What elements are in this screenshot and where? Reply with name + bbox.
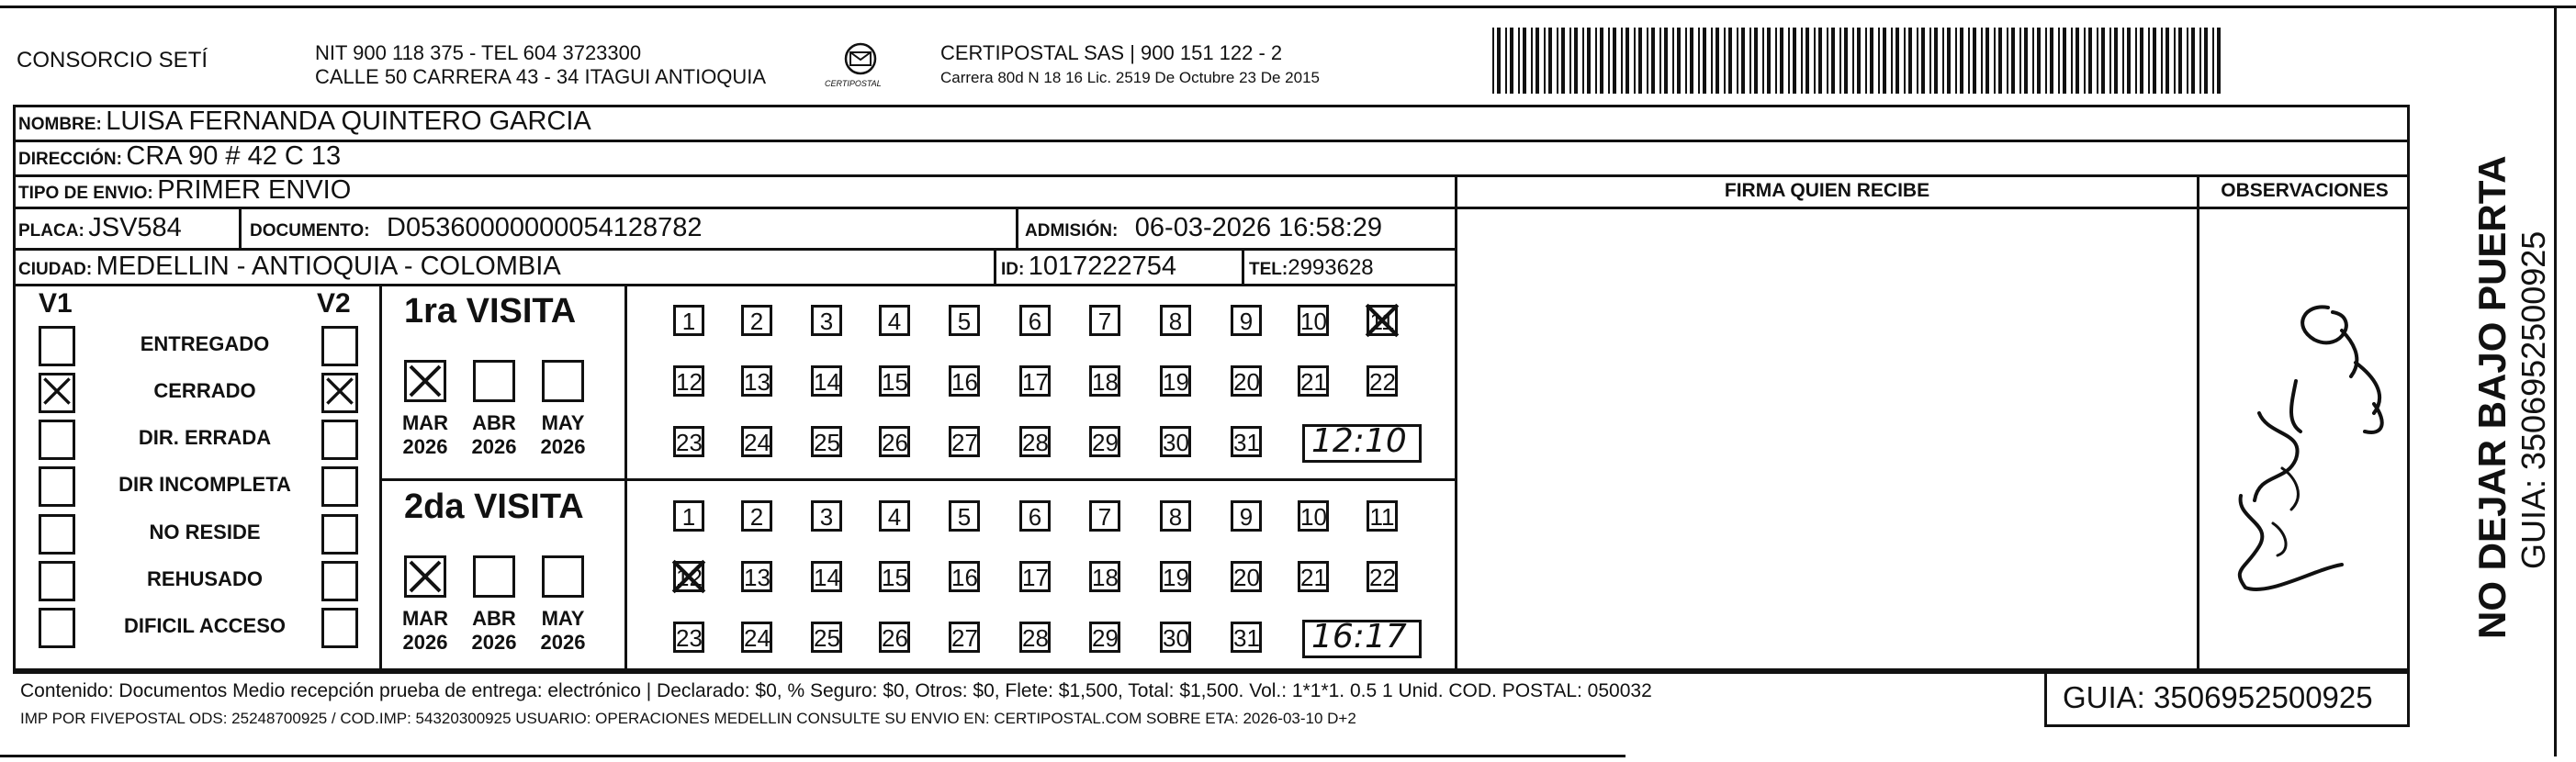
month-checkbox[interactable] [473,555,515,598]
direccion-value: CRA 90 # 42 C 13 [126,141,342,171]
barcode [1492,28,2222,94]
day-box[interactable]: 15 [879,561,910,592]
barcode-bar [1870,28,1873,94]
guia-box-text: GUIA: 3506952500925 [2063,680,2373,714]
barcode-bar [2071,28,2073,94]
barcode-bar [2153,28,2156,94]
month-name: MAR [401,607,449,630]
day-box[interactable]: 6 [1019,305,1051,336]
month-label [535,607,591,655]
month-year: 2026 [471,435,517,458]
placa-label: PLACA: [18,221,84,241]
day-box[interactable]: 31 [1231,426,1262,457]
barcode-bar [2127,28,2131,94]
barcode-bar [1883,28,1886,94]
month-name: MAR [401,411,449,434]
footer-contenido: Contenido: Documentos Medio recepción prueba de entrega: electrónico | Declarado: $0, % Seguro: $0, Otros: $0, Flete: $1,500, Total: $1,500. Vol.: 1*1*1. 0.5 1 Unid. COD. POSTAL: 050032 [20,680,1652,701]
barcode-bar [1737,28,1738,94]
day-box[interactable]: 14 [811,365,842,397]
day-check-mark [669,557,708,596]
barcode-bar [2058,28,2060,94]
barcode-bar [1724,28,1726,94]
barcode-bar [1651,28,1655,94]
month-year: 2026 [540,435,586,458]
barcode-bar [1839,28,1841,94]
status-label: REHUSADO [147,567,263,590]
day-box[interactable]: 6 [1019,500,1051,532]
barcode-bar [1621,28,1623,94]
barcode-bar [1793,28,1796,94]
barcode-bar [2011,28,2015,94]
day-box[interactable]: 1 [673,500,704,532]
barcode-bar [1698,28,1700,94]
day-box[interactable]: 20 [1231,365,1262,397]
day-box[interactable]: 18 [1089,561,1120,592]
barcode-bar [2174,28,2176,94]
day-box[interactable]: 30 [1160,622,1191,653]
v1-checkbox[interactable] [39,420,75,460]
v2-checkbox[interactable] [321,373,358,413]
barcode-bar [2178,28,2182,94]
barcode-bar [1711,28,1713,94]
day-box[interactable]: 7 [1089,500,1120,532]
barcode-bar [2075,28,2079,94]
day-box[interactable]: 31 [1231,622,1262,653]
day-box[interactable]: 14 [811,561,842,592]
visits-row-sep [379,478,1456,481]
placa-value: JSV584 [88,213,182,242]
col-id-sep [994,248,996,285]
barcode-bar [1595,28,1597,94]
barcode-bar [1741,28,1745,94]
month-year: 2026 [540,631,586,654]
barcode-bar [1647,28,1648,94]
barcode-bar [1934,28,1938,94]
row-line-5 [13,284,1457,286]
day-box[interactable]: 17 [1019,561,1051,592]
barcode-bar [1878,28,1880,94]
barcode-bar [1973,28,1976,94]
month-year: 2026 [471,631,517,654]
v2-checkbox[interactable] [321,420,358,460]
barcode-bar [1775,28,1777,94]
barcode-bar [1788,28,1790,94]
barcode-bar [1917,28,1918,94]
v1-label: V1 [39,288,73,319]
day-box[interactable]: 2 [741,500,772,532]
barcode-bar [1690,28,1693,94]
v1-checkbox[interactable] [39,561,75,601]
day-box[interactable]: 19 [1160,561,1191,592]
month-checkbox[interactable] [404,360,446,402]
barcode-bar [1929,28,1931,94]
day-box[interactable]: 23 [673,622,704,653]
col-status-sep [379,284,382,669]
barcode-bar [2019,28,2021,94]
v2-checkbox[interactable] [321,326,358,366]
barcode-bar [2032,28,2034,94]
barcode-bar [2140,28,2143,94]
day-box[interactable]: 12 [673,365,704,397]
v1-checkbox[interactable] [39,326,75,366]
logo-text: CERTIPOSTAL [825,79,882,88]
col-placa-sep [239,209,242,250]
barcode-bar [2165,28,2169,94]
firma-header: FIRMA QUIEN RECIBE [1724,180,1930,201]
barcode-bar [1985,28,1989,94]
barcode-bar [1805,28,1809,94]
barcode-bar [2135,28,2137,94]
col-months-sep [624,284,627,669]
month-year: 2026 [402,435,448,458]
day-box[interactable]: 5 [949,305,980,336]
barcode-bar [1608,28,1610,94]
barcode-bar [1582,28,1584,94]
barcode-bar [1535,28,1539,94]
address-line: CALLE 50 CARRERA 43 - 34 ITAGUI ANTIOQUIA [315,65,767,88]
day-box[interactable]: 3 [811,500,842,532]
barcode-bar [2007,28,2008,94]
barcode-bar [1767,28,1771,94]
month-label [535,411,591,459]
barcode-bar [1921,28,1925,94]
day-box[interactable]: 23 [673,426,704,457]
barcode-bar [1754,28,1758,94]
barcode-bar [1600,28,1603,94]
month-name: MAY [541,411,585,434]
signature-drawing [2204,275,2402,606]
barcode-bar [1960,28,1963,94]
x-mark-icon [324,375,355,407]
nombre-value: LUISA FERNANDA QUINTERO GARCIA [106,106,591,136]
barcode-bar [1544,28,1546,94]
barcode-bar [1801,28,1803,94]
day-box[interactable]: 2 [741,305,772,336]
direccion-row [18,141,341,172]
barcode-bar [1492,28,1494,94]
day-box[interactable]: 24 [741,622,772,653]
barcode-bar [1955,28,1957,94]
col-obs-left [2197,174,2199,670]
barcode-bar [2199,28,2201,94]
day-box[interactable]: 5 [949,500,980,532]
barcode-bar [1942,28,1944,94]
barcode-bar [1728,28,1732,94]
status-label: DIR INCOMPLETA [118,473,291,496]
barcode-bar [1505,28,1507,94]
day-box[interactable]: 4 [879,500,910,532]
id-label: ID: [1001,260,1025,279]
status-label: CERRADO [153,379,256,402]
month-label [398,607,453,655]
day-box[interactable]: 12 [673,561,704,592]
tipo-label: TIPO DE ENVIO: [18,184,153,203]
barcode-bar [1672,28,1674,94]
barcode-bar [1844,28,1848,94]
month-name: ABR [472,411,516,434]
v2-label: V2 [317,288,351,319]
v1-checkbox[interactable] [39,466,75,507]
barcode-bar [1703,28,1706,94]
barcode-bar [1947,28,1951,94]
barcode-bar [2212,28,2214,94]
month-name: ABR [472,607,516,630]
barcode-bar [2097,28,2098,94]
day-box[interactable]: 11 [1367,305,1398,336]
row-line-1 [13,140,2410,142]
day-box[interactable]: 8 [1160,500,1191,532]
v2-checkbox[interactable] [321,514,358,555]
barcode-bar [1762,28,1764,94]
day-box[interactable]: 4 [879,305,910,336]
day-box[interactable]: 24 [741,426,772,457]
barcode-bar [1587,28,1591,94]
day-box[interactable]: 20 [1231,561,1262,592]
barcode-bar [2148,28,2150,94]
nombre-label: NOMBRE: [18,115,102,134]
certipostal-logo [823,40,898,95]
barcode-bar [2024,28,2028,94]
ciudad-value: MEDELLIN - ANTIOQUIA - COLOMBIA [96,252,561,281]
v1-checkbox[interactable] [39,514,75,555]
barcode-bar [1998,28,2002,94]
barcode-bar [2109,28,2111,94]
day-box[interactable]: 19 [1160,365,1191,397]
tipo-row [18,175,351,206]
documento-label: DOCUMENTO: [250,221,370,241]
x-mark-icon [41,375,73,407]
barcode-bar [1685,28,1687,94]
observaciones-header: OBSERVACIONES [2221,180,2389,201]
bottom-border [0,755,1625,757]
day-box[interactable]: 18 [1089,365,1120,397]
documento-cell [250,213,703,243]
v2-checkbox[interactable] [321,608,358,648]
day-box[interactable]: 22 [1367,561,1398,592]
day-box[interactable]: 21 [1298,561,1329,592]
barcode-bar [2088,28,2092,94]
v1-checkbox[interactable] [39,373,75,413]
day-box[interactable]: 22 [1367,365,1398,397]
no-dejar-bajo-puerta: NO DEJAR BAJO PUERTA [2470,155,2514,639]
status-label: DIFICIL ACCESO [123,614,286,637]
day-box[interactable]: 13 [741,561,772,592]
barcode-bar [1664,28,1668,94]
day-box[interactable]: 25 [811,622,842,653]
barcode-bar [1891,28,1893,94]
row-line-2 [13,174,2410,177]
barcode-bar [2114,28,2118,94]
barcode-bar [2037,28,2041,94]
barcode-image [1492,28,2222,94]
barcode-bar [1518,28,1520,94]
time-value: 12:10 [1311,422,1407,460]
barcode-bar [1780,28,1783,94]
barcode-bar [1814,28,1816,94]
day-box[interactable]: 1 [673,305,704,336]
day-box[interactable]: 28 [1019,622,1051,653]
x-mark-icon [407,363,444,399]
barcode-bar [1904,28,1906,94]
month-checkbox[interactable] [542,360,584,402]
id-value: 1017222754 [1028,252,1177,281]
barcode-bar [1895,28,1899,94]
barcode-bar [1908,28,1912,94]
day-box[interactable]: 26 [879,622,910,653]
barcode-bar [1865,28,1867,94]
day-box[interactable]: 9 [1231,305,1262,336]
id-cell [1001,252,1176,282]
month-label [467,607,522,655]
col-tel-sep [1242,248,1244,285]
day-box[interactable]: 10 [1298,500,1329,532]
barcode-bar [1994,28,1996,94]
barcode-bar [1574,28,1578,94]
status-label: ENTREGADO [140,332,270,355]
placa-cell [18,213,182,243]
certipostal-line: CERTIPOSTAL SAS | 900 151 122 - 2 [940,41,1283,64]
barcode-bar [2161,28,2163,94]
day-box[interactable]: 9 [1231,500,1262,532]
v2-checkbox[interactable] [321,561,358,601]
barcode-bar [1857,28,1861,94]
barcode-bar [1749,28,1751,94]
day-box[interactable]: 29 [1089,622,1120,653]
barcode-bar [2204,28,2208,94]
barcode-bar [1968,28,1970,94]
day-box[interactable]: 11 [1367,500,1398,532]
row-line-3 [13,207,2410,209]
month-name: MAY [541,607,585,630]
v2-checkbox[interactable] [321,466,358,507]
time-value: 16:17 [1311,618,1407,656]
direccion-label: DIRECCIÓN: [18,150,122,169]
row-line-4 [13,248,1457,251]
barcode-bar [1818,28,1822,94]
admision-label: ADMISIÓN: [1025,221,1119,241]
day-box[interactable]: 28 [1019,426,1051,457]
barcode-bar [1561,28,1565,94]
top-border [0,6,2576,8]
status-label: NO RESIDE [149,521,261,543]
barcode-bar [2122,28,2124,94]
day-box[interactable]: 25 [811,426,842,457]
x-mark-icon [669,557,708,596]
barcode-bar [2045,28,2047,94]
month-label [398,411,453,459]
admision-value: 06-03-2026 16:58:29 [1134,213,1383,242]
ciudad-cell [18,252,561,282]
day-box[interactable]: 13 [741,365,772,397]
day-check-mark [1363,301,1401,340]
barcode-bar [2063,28,2066,94]
v1-checkbox[interactable] [39,608,75,648]
month-label [467,411,522,459]
barcode-bar [1831,28,1835,94]
visit-title: 1ra VISITA [404,292,577,331]
company-name: CONSORCIO SETÍ [17,48,208,73]
barcode-bar [1659,28,1661,94]
day-box[interactable]: 16 [949,365,980,397]
side-guia: GUIA: 3506952500925 [2514,230,2552,569]
barcode-bar [1548,28,1552,94]
barcode-bar [2217,28,2221,94]
barcode-bar [1523,28,1526,94]
col-admision-sep [1016,209,1018,250]
day-box[interactable]: 29 [1089,426,1120,457]
ciudad-label: CIUDAD: [18,260,93,279]
month-checkbox[interactable] [542,555,584,598]
barcode-bar [1613,28,1616,94]
barcode-bar [2101,28,2105,94]
col-firma-left [1455,174,1457,670]
license-line: Carrera 80d N 18 16 Lic. 2519 De Octubre 23 De 2015 [940,69,1320,86]
right-border [2554,6,2557,756]
tel-cell [1249,255,1374,281]
x-mark-icon [407,558,444,595]
barcode-bar [2050,28,2053,94]
day-box[interactable]: 17 [1019,365,1051,397]
barcode-bar [1497,28,1501,94]
visit-title: 2da VISITA [404,487,584,526]
barcode-bar [2084,28,2086,94]
tipo-value: PRIMER ENVIO [157,175,352,205]
barcode-bar [1634,28,1636,94]
barcode-bar [1827,28,1828,94]
barcode-bar [1852,28,1854,94]
signature [2204,275,2402,606]
x-mark-icon [1363,301,1401,340]
barcode-bar [1625,28,1629,94]
day-box[interactable]: 26 [879,426,910,457]
tel-label: TEL: [1249,260,1288,279]
barcode-bar [1510,28,1513,94]
day-box[interactable]: 16 [949,561,980,592]
barcode-bar [1557,28,1558,94]
month-checkbox[interactable] [473,360,515,402]
day-box[interactable]: 21 [1298,365,1329,397]
day-box[interactable]: 10 [1298,305,1329,336]
barcode-bar [1569,28,1571,94]
documento-value: D05360000000054128782 [387,213,703,242]
barcode-bar [1638,28,1642,94]
barcode-bar [1715,28,1719,94]
month-checkbox[interactable] [404,555,446,598]
barcode-bar [2187,28,2188,94]
day-box[interactable]: 7 [1089,305,1120,336]
barcode-bar [1531,28,1533,94]
status-label: DIR. ERRADA [138,426,272,449]
nit-line: NIT 900 118 375 - TEL 604 3723300 [315,41,642,64]
month-year: 2026 [402,631,448,654]
tel-value: 2993628 [1288,255,1374,280]
day-box[interactable]: 8 [1160,305,1191,336]
barcode-bar [1981,28,1983,94]
day-box[interactable]: 27 [949,622,980,653]
day-box[interactable]: 27 [949,426,980,457]
nombre-row [18,106,591,137]
day-box[interactable]: 30 [1160,426,1191,457]
admision-cell [1025,213,1382,243]
day-box[interactable]: 3 [811,305,842,336]
barcode-bar [1677,28,1681,94]
day-box[interactable]: 15 [879,365,910,397]
barcode-bar [2191,28,2195,94]
footer-imp: IMP POR FIVEPOSTAL ODS: 25248700925 / COD.IMP: 54320300925 USUARIO: OPERACIONES MEDELLIN CONSULTE SU ENVIO EN: CERTIPOSTAL.COM SOBRE ETA: 2026-03-10 D+2 [20,710,1356,727]
